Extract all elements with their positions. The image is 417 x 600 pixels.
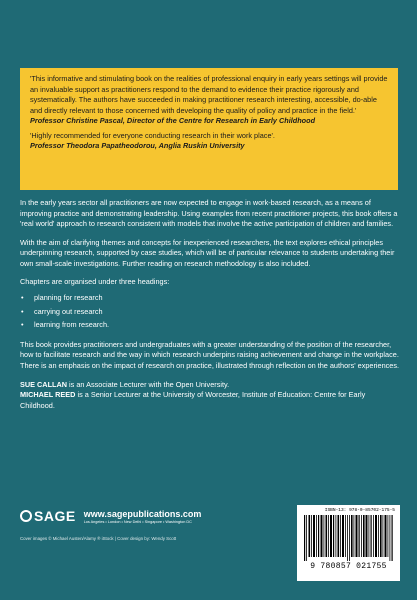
sage-logo-icon [20, 510, 32, 522]
chapter-headings-list [20, 293, 400, 331]
author-2-bio: is a Senior Lecturer at the University of Worcester, Institute of Education: Centre for Early Childhood. [20, 390, 366, 410]
isbn-label: ISBN-13: 978-0-85702-175-5 [324, 508, 395, 513]
blurb-paragraph-3: Chapters are organised under three headings: [20, 277, 170, 287]
endorsement-box [20, 68, 398, 190]
blurb [20, 198, 400, 411]
author-1 [20, 380, 400, 391]
list-item: • learning from research. [20, 320, 400, 331]
author-2 [20, 390, 400, 411]
quote-2-text: 'Highly recommended for everyone conducting research in their work place'. [30, 130, 275, 140]
barcode-icon [302, 515, 395, 561]
publisher-url[interactable]: www.sagepublications.com [83, 508, 202, 519]
author-1-name: SUE CALLAN [20, 379, 68, 389]
cover-credits: Cover images © Michael Austen/Alamy ® iStock | Cover design by: Wendy Scott [20, 536, 177, 541]
publisher-web [84, 509, 202, 524]
author-1-bio: is an Associate Lecturer with the Open University. [67, 379, 230, 389]
sage-logo-text: SAGE [34, 508, 76, 524]
author-bios [20, 380, 400, 412]
quote-1-text: 'This informative and stimulating book on the realities of professional enquiry in early years settings will provide an invaluable support as practitioners respond to the demand to evidence their practice rigorously and systematically. The authors have succeeded in making practitioner research interesting, accessible, do-able and directly relevant to those concerned with developing the quality of policy and practice in the field.' [30, 74, 388, 115]
barcode-digits: 9 780857 021755 [310, 562, 387, 571]
publisher-cities: Los Angeles • London • New Delhi • Singapore • Washington DC [83, 519, 192, 524]
blurb-paragraph-4: This book provides practitioners and undergraduates with a greater understanding of the position of the researcher, how to facilitate research and the way in which research underpins raising achievement and change in the workplace. There is an emphasis on the impact of research on practice, illustrated through reflection on the authors' experiences. [20, 339, 400, 370]
list-item: • carrying out research [20, 307, 400, 318]
author-2-name: MICHAEL REED [20, 390, 76, 400]
list-item: • planning for research [20, 293, 400, 304]
barcode-panel [297, 505, 400, 581]
quote-1-attribution: Professor Christine Pascal, Director of the Centre for Research in Early Childhood [30, 116, 316, 126]
blurb-paragraph-2: With the aim of clarifying themes and concepts for inexperienced researchers, the text explores ethical principles underpinning research, supported by case studies, which will be of particular relevance to students undertaking their own small-scale investigations. Further reading on research methodology is also included. [20, 237, 395, 268]
blurb-paragraph-1: In the early years sector all practitioners are now expected to engage in work-based research, as a means of improving practice and demonstrating leadership. Using examples from recent practitioner projects, this book offers a 'real world' approach to research consistent with models that involve the active participation of children and families. [20, 198, 398, 229]
sage-logo [20, 508, 76, 524]
quote-2-attribution: Professor Theodora Papatheodorou, Anglia Ruskin University [30, 141, 245, 151]
